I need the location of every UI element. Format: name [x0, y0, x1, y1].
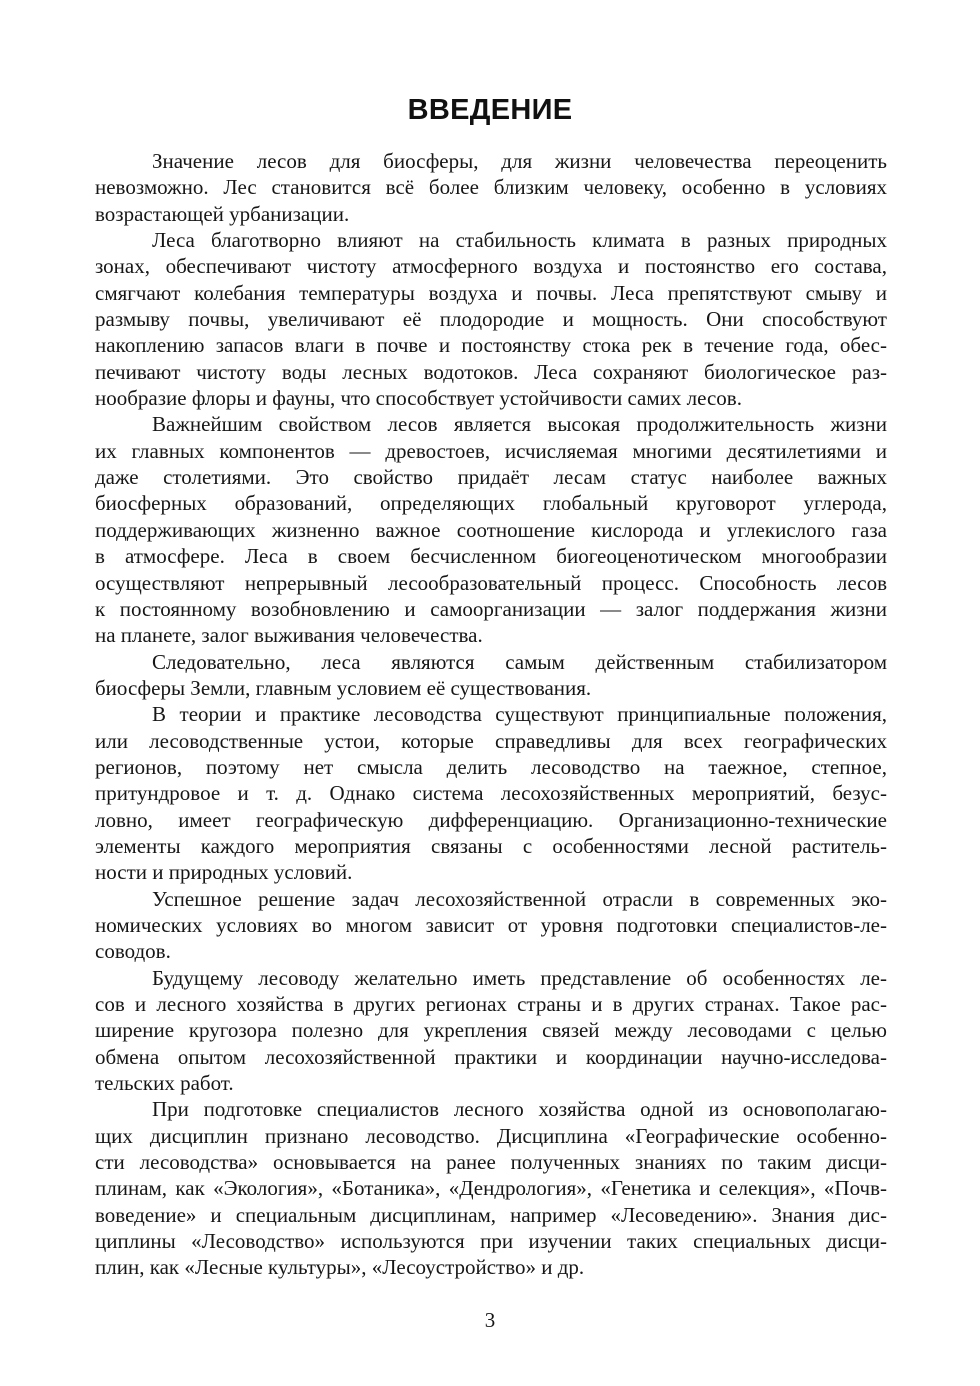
text-line: накоплению запасов влаги в почве и постоянству стока рек в течение года, обес- — [95, 333, 887, 358]
text-line: ловно, имеет географическую дифференциацию. Организационно-технические — [95, 807, 887, 832]
text-line: притундровое и т. д. Однако система лесохозяйственных мероприятий, безус- — [95, 781, 887, 806]
text-line: регионов, поэтому нет смысла делить лесоводство на таежное, степное, — [95, 754, 887, 779]
text-line: возрастающей урбанизации. — [95, 201, 350, 226]
text-line: размыву почвы, увеличивают её плодородие и мощность. Они способствуют — [95, 307, 887, 332]
text-line: смягчают колебания температуры воздуха и почвы. Леса препятствуют смыву и — [95, 280, 887, 305]
text-line: Будущему лесоводу желательно иметь представление об особенностях ле- — [152, 965, 887, 990]
paragraph — [95, 411, 887, 648]
text-line: Важнейшим свойством лесов является высокая продолжительность жизни — [152, 412, 887, 437]
text-line: сов и лесного хозяйства в других регионах страны и в других странах. Такое рас- — [95, 992, 887, 1016]
text-line: зонах, обеспечивают чистоту атмосферного воздуха и постоянство его состава, — [95, 254, 887, 279]
paragraph — [95, 886, 887, 965]
page-number: 3 — [484, 1308, 496, 1332]
text-line: осуществляют непрерывный лесообразовательный процесс. Способность лесов — [95, 570, 887, 595]
paragraph — [95, 1096, 887, 1280]
text-line: циплины «Лесоводство» используются при изучении таких специальных дисци- — [95, 1229, 887, 1254]
text-line: воведение» и специальным дисциплинам, например «Лесоведению». Знания дис- — [95, 1202, 887, 1227]
text-line: невозможно. Лес становится всё более близким человеку, особенно в условиях — [95, 175, 887, 200]
text-line: ности и природных условий. — [95, 860, 353, 885]
text-line: на планете, залог выживания человечества. — [95, 623, 483, 648]
text-line: Леса благотворно влияют на стабильность климата в разных природных — [152, 228, 887, 253]
text-line: даже столетиями. Это свойство придаёт лесам статус наиболее важных — [95, 465, 887, 490]
paragraph — [95, 965, 887, 1097]
text-line: При подготовке специалистов лесного хозяйства одной из основополагаю- — [152, 1097, 887, 1122]
text-line: В теории и практике лесоводства существуют принципиальные положения, — [152, 702, 887, 727]
paragraph — [95, 701, 887, 885]
text-line: Следовательно, леса являются самым действенным стабилизатором — [152, 649, 887, 674]
text-line: плин, как «Лесные культуры», «Лесоустройство» и др. — [95, 1255, 585, 1280]
text-line: щих дисциплин признано лесоводство. Дисциплина «Географические особенно- — [95, 1123, 887, 1148]
text-line: Успешное решение задач лесохозяйственной отрасли в современных эко- — [152, 886, 887, 911]
text-line: обмена опытом лесохозяйственной практики и координации научно-исследова- — [95, 1044, 887, 1069]
paragraph — [95, 227, 887, 411]
text-line: ширение кругозора полезно для укрепления связей между лесоводами с целью — [95, 1018, 887, 1043]
text-line: сти лесоводства» основывается на ранее полученных знаниях по таким дисци- — [95, 1150, 887, 1175]
document-body — [95, 148, 887, 1281]
text-line: их главных компонентов — древостоев, исчисляемая многими десятилетиями и — [95, 438, 887, 463]
text-line: биосферных образований, определяющих глобальный круговорот углерода, — [95, 491, 887, 516]
text-line: поддерживающих жизненно важное соотношение кислорода и углекислого газа — [95, 517, 887, 542]
text-line: к постоянному возобновлению и самоорганизации — залог поддержания жизни — [95, 596, 887, 621]
text-line: элементы каждого мероприятия связаны с особенностями лесной раститель- — [95, 833, 887, 858]
text-line: соводов. — [95, 939, 171, 964]
text-line: биосферы Земли, главным условием её существования. — [95, 675, 592, 700]
text-line: тельских работ. — [95, 1071, 234, 1096]
text-line: или лесоводственные устои, которые справедливы для всех географических — [95, 728, 887, 753]
paragraph — [95, 649, 887, 702]
text-line: в атмосфере. Леса в своем бесчисленном биогеоценотическом многообразии — [95, 544, 887, 569]
text-line: Значение лесов для биосферы, для жизни человечества переоценить — [152, 149, 887, 173]
paragraph — [95, 148, 887, 227]
text-line: номических условиях во многом зависит от уровня подготовки специалистов-ле- — [95, 912, 887, 937]
text-line: нообразие флоры и фауны, что способствует устойчивости самих лесов. — [95, 386, 742, 411]
text-line: печивают чистоту воды лесных водотоков. Леса сохраняют биологическое раз- — [95, 359, 887, 384]
text-line: плинам, как «Экология», «Ботаника», «Дендрология», «Генетика и селекция», «Почв- — [95, 1176, 887, 1201]
page-title: ВВЕДЕНИЕ — [407, 94, 573, 126]
